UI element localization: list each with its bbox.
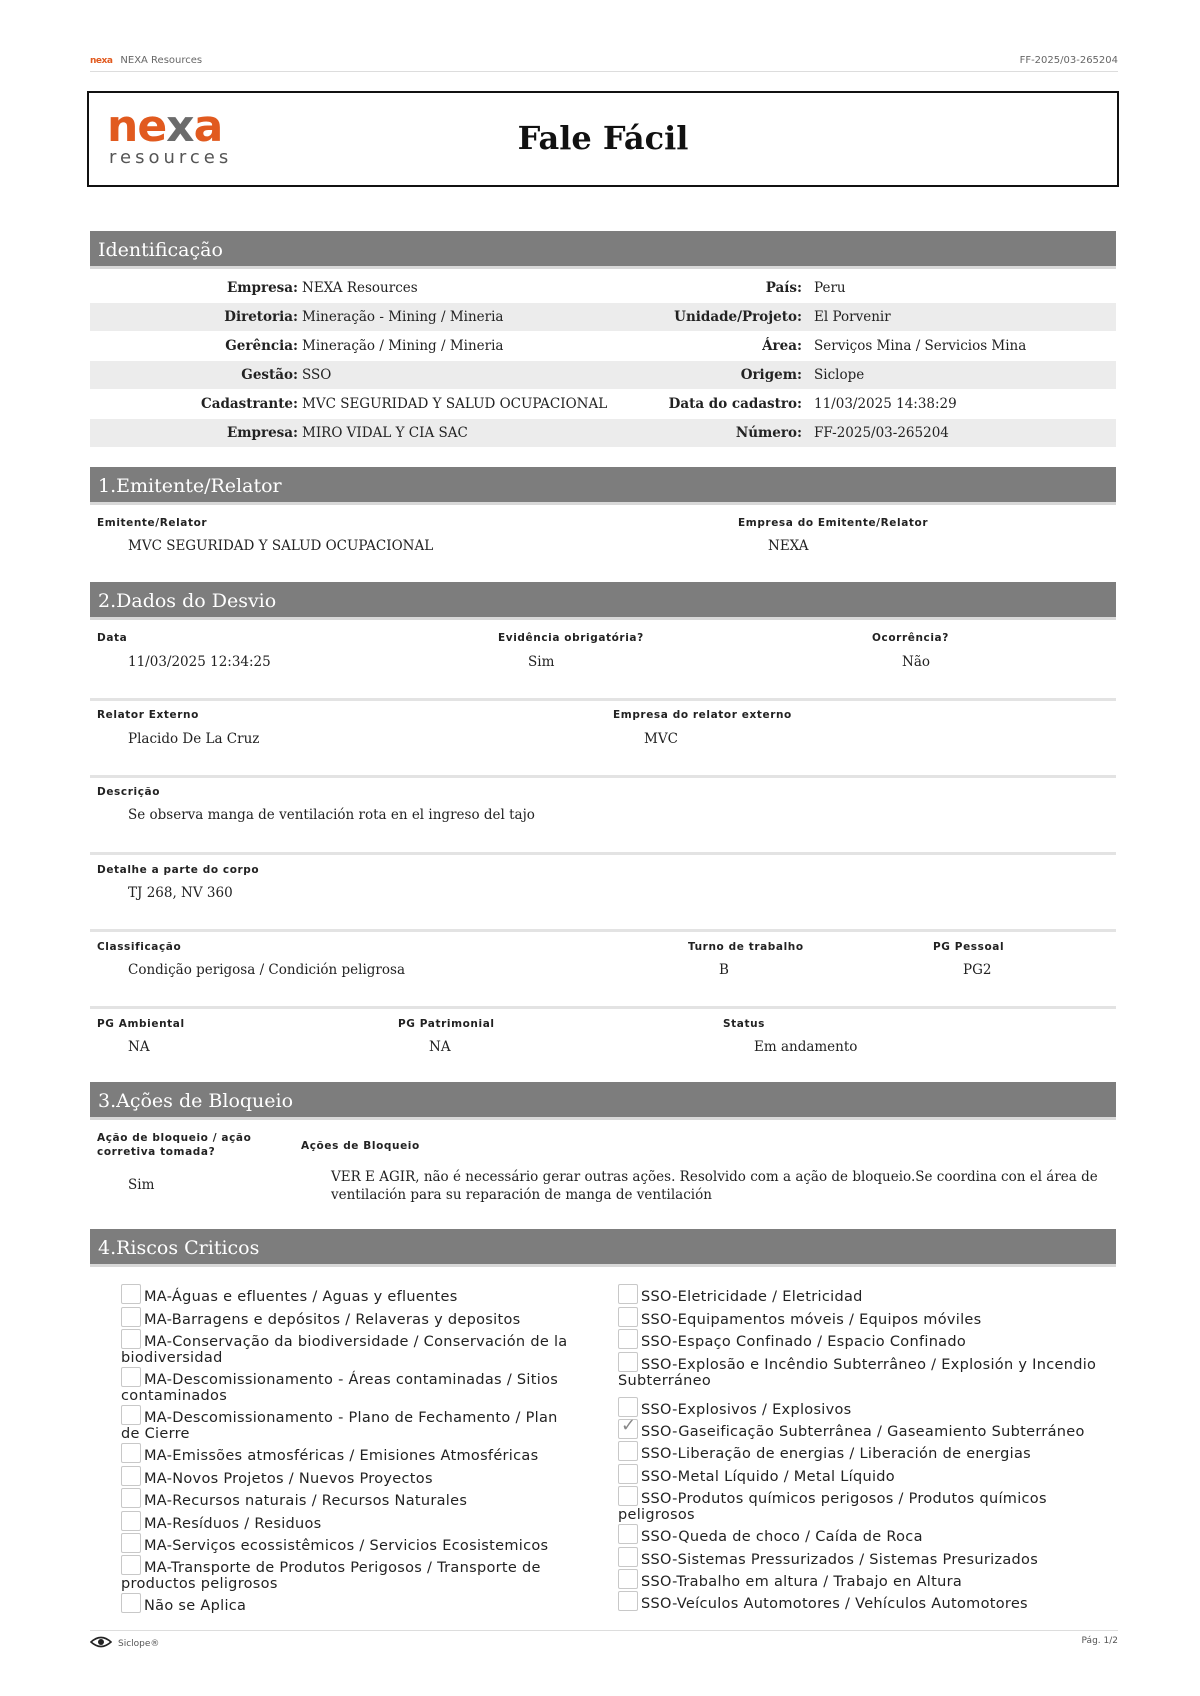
risk-label: MA-Descomissionamento - Plano de Fechamento / Plan de Cierre bbox=[121, 1410, 558, 1442]
risk-label: MA-Emissões atmosféricas / Emisiones Atmosféricas bbox=[144, 1448, 539, 1464]
checkbox[interactable] bbox=[618, 1352, 638, 1372]
pg-ambiental-value: NA bbox=[128, 1039, 150, 1055]
section-riscos-header: 4.Riscos Criticos bbox=[90, 1229, 1116, 1267]
risk-label: SSO-Eletricidade / Eletricidad bbox=[641, 1289, 863, 1305]
ocorrencia-value: Não bbox=[902, 654, 930, 670]
logo-subtitle: resources bbox=[109, 147, 233, 168]
checkbox[interactable] bbox=[121, 1443, 141, 1463]
risk-label: MA-Novos Projetos / Nuevos Proyectos bbox=[144, 1471, 433, 1487]
checkbox[interactable] bbox=[121, 1307, 141, 1327]
risk-item bbox=[121, 1443, 581, 1464]
risk-label: SSO-Liberação de energias / Liberación de energias bbox=[641, 1446, 1032, 1462]
risk-label: MA-Águas e efluentes / Aguas y efluentes bbox=[144, 1289, 458, 1305]
risk-item bbox=[618, 1352, 1118, 1389]
evidencia-value: Sim bbox=[528, 654, 555, 670]
pg-patrimonial-label: PG Patrimonial bbox=[398, 1018, 495, 1030]
checkbox[interactable] bbox=[121, 1405, 141, 1425]
checkbox[interactable] bbox=[121, 1593, 141, 1613]
checkbox[interactable] bbox=[618, 1307, 638, 1327]
checkbox[interactable] bbox=[121, 1555, 141, 1575]
document-title: Fale Fácil bbox=[517, 119, 689, 157]
risk-item bbox=[618, 1486, 1118, 1523]
risk-item bbox=[618, 1419, 1118, 1440]
pg-pessoal-value: PG2 bbox=[963, 962, 992, 978]
section-bloqueio-header: 3.Ações de Bloqueio bbox=[90, 1082, 1116, 1120]
risk-label: MA-Serviços ecossistêmicos / Servicios Ecosistemicos bbox=[144, 1538, 549, 1554]
id-row: Cadastrante: MVC SEGURIDAD Y SALUD OCUPACIONAL Data do cadastro: 11/03/2025 14:38:29 bbox=[90, 390, 1116, 419]
checkbox[interactable] bbox=[618, 1284, 638, 1304]
section-emitente-header: 1.Emitente/Relator bbox=[90, 467, 1116, 505]
document-header bbox=[87, 91, 1119, 187]
section-identificacao-header: Identificação bbox=[90, 231, 1116, 269]
checkbox[interactable] bbox=[618, 1547, 638, 1567]
acao-corretiva-label: Ação de bloqueio / ação corretiva tomada? bbox=[97, 1132, 252, 1158]
risk-item bbox=[121, 1307, 581, 1328]
risk-label: SSO-Veículos Automotores / Vehículos Automotores bbox=[641, 1596, 1028, 1612]
pg-ambiental-label: PG Ambiental bbox=[97, 1018, 185, 1030]
checkbox-checked[interactable] bbox=[618, 1419, 638, 1439]
risk-item bbox=[618, 1284, 1118, 1305]
classificacao-label: Classificação bbox=[97, 941, 182, 953]
classificacao-value: Condição perigosa / Condición peligrosa bbox=[128, 962, 405, 978]
risk-item bbox=[121, 1329, 581, 1366]
divider bbox=[90, 852, 1116, 855]
data-label: Data bbox=[97, 632, 128, 644]
risk-item bbox=[121, 1488, 581, 1509]
page-top-bar bbox=[90, 52, 1118, 72]
risk-item bbox=[121, 1593, 581, 1614]
checkbox[interactable] bbox=[618, 1441, 638, 1461]
divider bbox=[90, 698, 1116, 701]
status-value: Em andamento bbox=[754, 1039, 858, 1055]
pg-patrimonial-value: NA bbox=[429, 1039, 451, 1055]
eye-icon bbox=[90, 1636, 112, 1651]
section-desvio-header: 2.Dados do Desvio bbox=[90, 582, 1116, 620]
descricao-value: Se observa manga de ventilación rota en el ingreso del tajo bbox=[128, 807, 535, 823]
checkbox[interactable] bbox=[618, 1569, 638, 1589]
risk-item bbox=[618, 1569, 1118, 1590]
detalhe-corpo-label: Detalhe a parte do corpo bbox=[97, 864, 260, 876]
id-row: Empresa: NEXA Resources País: Peru bbox=[90, 274, 1116, 303]
checkbox[interactable] bbox=[121, 1533, 141, 1553]
divider bbox=[90, 775, 1116, 778]
risk-item bbox=[121, 1466, 581, 1487]
footer-left bbox=[90, 1636, 159, 1651]
status-label: Status bbox=[723, 1018, 766, 1030]
checkbox[interactable] bbox=[618, 1524, 638, 1544]
top-doc-number: FF-2025/03-265204 bbox=[1019, 55, 1118, 66]
risk-label: SSO-Gaseificação Subterrânea / Gaseamiento Subterráneo bbox=[641, 1424, 1085, 1440]
checkbox[interactable] bbox=[121, 1488, 141, 1508]
relator-externo-value: Placido De La Cruz bbox=[128, 731, 260, 747]
risk-item bbox=[121, 1533, 581, 1554]
checkbox[interactable] bbox=[618, 1464, 638, 1484]
acao-corretiva-value: Sim bbox=[128, 1177, 155, 1193]
risk-item bbox=[121, 1405, 581, 1442]
emitente-value: MVC SEGURIDAD Y SALUD OCUPACIONAL bbox=[128, 538, 434, 554]
data-value: 11/03/2025 12:34:25 bbox=[128, 654, 271, 670]
id-row: Gerência: Mineração / Mining / Mineria Área: Serviços Mina / Servicios Mina bbox=[90, 332, 1116, 361]
identificacao-table bbox=[90, 274, 1116, 448]
turno-value: B bbox=[719, 962, 729, 978]
ocorrencia-label: Ocorrência? bbox=[872, 632, 949, 644]
id-row: Diretoria: Mineração - Mining / Mineria Unidade/Projeto: El Porvenir bbox=[90, 303, 1116, 332]
risk-item bbox=[618, 1441, 1118, 1462]
risk-label: Não se Aplica bbox=[144, 1598, 247, 1614]
nexa-mini-logo: nexa bbox=[90, 55, 113, 66]
acoes-bloqueio-value: VER E AGIR, não é necessário gerar outras ações. Resolvido com a ação de bloqueio.Se coordina con el área de ventilación para su reparación de manga de ventilación bbox=[331, 1169, 1098, 1203]
risk-item bbox=[618, 1547, 1118, 1568]
logo-wordmark: nexa bbox=[107, 101, 223, 152]
risk-item bbox=[618, 1397, 1118, 1418]
top-bar-left bbox=[90, 55, 202, 66]
checkbox[interactable] bbox=[618, 1591, 638, 1611]
risk-item bbox=[121, 1511, 581, 1532]
risk-item bbox=[121, 1555, 581, 1592]
checkbox[interactable] bbox=[121, 1511, 141, 1531]
footer-brand: Siclope® bbox=[118, 1638, 160, 1649]
pg-pessoal-label: PG Pessoal bbox=[933, 941, 1005, 953]
risk-item bbox=[121, 1284, 581, 1305]
risk-label: SSO-Trabalho em altura / Trabajo en Altura bbox=[641, 1574, 963, 1590]
relator-externo-label: Relator Externo bbox=[97, 709, 199, 721]
checkbox[interactable] bbox=[618, 1486, 638, 1506]
risk-label: MA-Descomissionamento - Áreas contaminadas / Sitios contaminados bbox=[121, 1372, 559, 1404]
checkbox[interactable] bbox=[618, 1397, 638, 1417]
risk-item bbox=[618, 1591, 1118, 1612]
empresa-relator-externo-value: MVC bbox=[644, 731, 678, 747]
risk-label: SSO-Espaço Confinado / Espacio Confinado bbox=[641, 1334, 967, 1350]
risk-label: MA-Conservação da biodiversidade / Conservación de la biodiversidad bbox=[121, 1334, 568, 1366]
empresa-emitente-label: Empresa do Emitente/Relator bbox=[738, 517, 929, 529]
risk-label: SSO-Explosivos / Explosivos bbox=[641, 1402, 852, 1418]
risk-label: SSO-Equipamentos móveis / Equipos móviles bbox=[641, 1312, 982, 1328]
risk-item bbox=[618, 1307, 1118, 1328]
risk-label: SSO-Sistemas Pressurizados / Sistemas Presurizados bbox=[641, 1552, 1039, 1568]
risk-item bbox=[618, 1524, 1118, 1545]
risk-label: MA-Barragens e depósitos / Relaveras y depositos bbox=[144, 1312, 521, 1328]
id-row: Empresa: MIRO VIDAL Y CIA SAC Número: FF-2025/03-265204 bbox=[90, 419, 1116, 448]
evidencia-label: Evidência obrigatória? bbox=[498, 632, 644, 644]
divider bbox=[90, 1006, 1116, 1009]
risk-label: MA-Transporte de Produtos Perigosos / Transporte de productos peligrosos bbox=[121, 1560, 541, 1592]
divider bbox=[90, 929, 1116, 932]
id-row: Gestão: SSO Origem: Siclope bbox=[90, 361, 1116, 390]
acoes-bloqueio-label: Ações de Bloqueio bbox=[301, 1140, 420, 1152]
page-footer bbox=[90, 1630, 1118, 1650]
risk-label: SSO-Metal Líquido / Metal Líquido bbox=[641, 1469, 895, 1485]
page-number: Pág. 1/2 bbox=[1081, 1636, 1118, 1646]
risk-label: MA-Recursos naturais / Recursos Naturales bbox=[144, 1493, 468, 1509]
emitente-label: Emitente/Relator bbox=[97, 517, 208, 529]
checkbox[interactable] bbox=[618, 1329, 638, 1349]
checkbox[interactable] bbox=[121, 1367, 141, 1387]
risk-item bbox=[618, 1464, 1118, 1485]
empresa-relator-externo-label: Empresa do relator externo bbox=[613, 709, 792, 721]
turno-label: Turno de trabalho bbox=[688, 941, 804, 953]
empresa-emitente-value: NEXA bbox=[768, 538, 809, 554]
risk-label: MA-Resíduos / Residuos bbox=[144, 1516, 322, 1532]
risk-label: SSO-Queda de choco / Caída de Roca bbox=[641, 1529, 923, 1545]
top-company-name: NEXA Resources bbox=[120, 55, 203, 66]
risk-label: SSO-Explosão e Incêndio Subterrâneo / Explosión y Incendio Subterráneo bbox=[618, 1357, 1097, 1389]
checkbox[interactable] bbox=[121, 1329, 141, 1349]
descricao-label: Descrição bbox=[97, 786, 161, 798]
checkbox[interactable] bbox=[121, 1466, 141, 1486]
risk-item bbox=[618, 1329, 1118, 1350]
detalhe-corpo-value: TJ 268, NV 360 bbox=[128, 885, 233, 901]
risk-label: SSO-Produtos químicos perigosos / Produtos químicos peligrosos bbox=[618, 1491, 1047, 1523]
risk-item bbox=[121, 1367, 581, 1404]
checkbox[interactable] bbox=[121, 1284, 141, 1304]
